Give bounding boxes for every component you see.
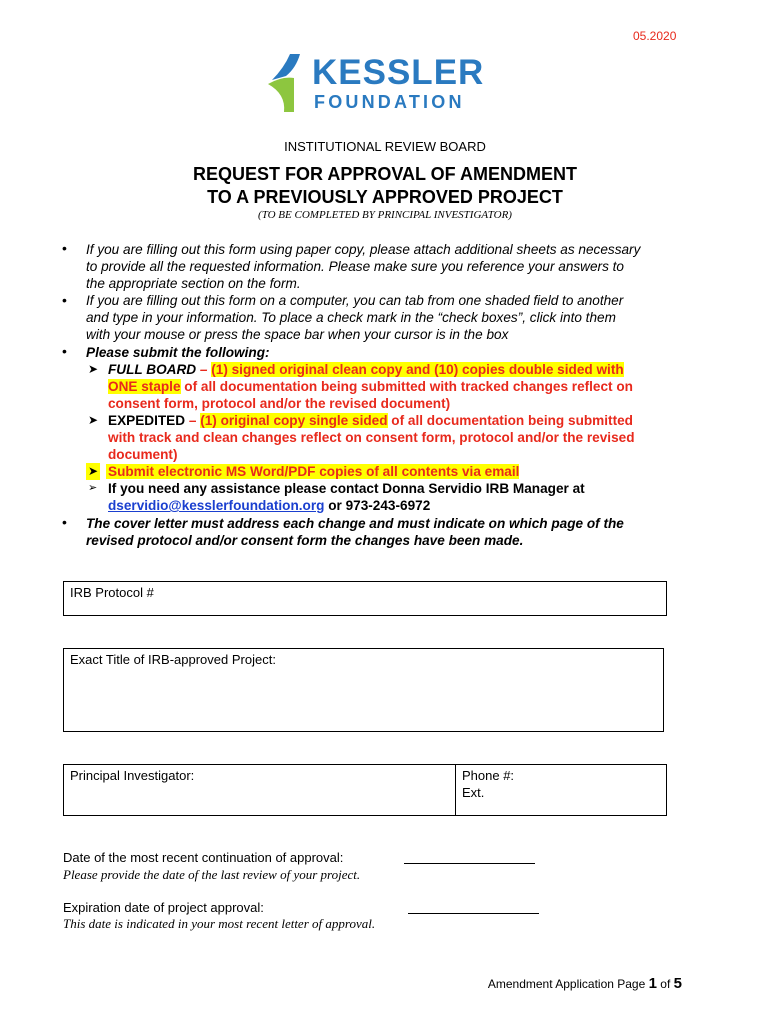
expedited-highlight: (1) original copy single sided	[200, 413, 388, 428]
expiration-date-label: Expiration date of project approval:	[63, 900, 264, 915]
project-title-field[interactable]	[63, 648, 664, 732]
full-board-line2	[108, 378, 633, 395]
bullet-icon: •	[62, 514, 67, 530]
expedited-line2: with track and clean changes reflect on consent form, protocol and/or the revised	[108, 430, 635, 445]
continuation-date-label: Date of the most recent continuation of approval:	[63, 850, 344, 865]
expiration-date-help: This date is indicated in your most recent letter of approval.	[63, 916, 376, 931]
instruction-paper-line2: to provide all the requested information. Please make sure you reference your answers to	[86, 259, 624, 274]
assistance-line2	[108, 497, 430, 514]
continuation-date-help: Please provide the date of the last review of your project.	[63, 867, 361, 882]
instruction-submit-heading: Please submit the following:	[86, 345, 270, 360]
irb-protocol-label: IRB Protocol #	[70, 585, 154, 600]
irb-protocol-field[interactable]	[63, 581, 667, 616]
board-heading: INSTITUTIONAL REVIEW BOARD	[284, 139, 486, 154]
full-board-highlight1: (1) signed original clean copy and (10) copies double sided with	[211, 362, 624, 377]
expiration-date-input[interactable]	[408, 912, 539, 914]
page-footer	[488, 975, 682, 992]
cover-letter-line2: revised protocol and/or consent form the changes have been made.	[86, 533, 524, 548]
form-subtitle: (TO BE COMPLETED BY PRINCIPAL INVESTIGATOR)	[258, 209, 512, 221]
irb-manager-phone: or 973-243-6972	[324, 498, 431, 513]
phone-field[interactable]	[455, 764, 667, 816]
revision-date: 05.2020	[633, 29, 677, 43]
arrow-bullet-icon: ➤	[88, 464, 99, 478]
bullet-icon: •	[62, 292, 67, 308]
instruction-computer-line1: If you are filling out this form on a computer, you can tab from one shaded field to another	[86, 293, 624, 308]
arrow-bullet-icon: ➤	[88, 413, 99, 427]
assistance-line1: If you need any assistance please contact Donna Servidio IRB Manager at	[108, 481, 585, 496]
ext-label: Ext.	[462, 785, 485, 800]
expedited-dash: –	[185, 413, 201, 428]
electronic-submission	[106, 463, 519, 480]
instruction-computer-line3: with your mouse or press the space bar when your cursor is in the box	[86, 327, 509, 342]
expedited-rest1: of all documentation being submitted	[387, 413, 633, 428]
expedited-line1	[108, 412, 633, 429]
logo-mark-icon	[264, 54, 310, 114]
instruction-paper-line1: If you are filling out this form using paper copy, please attach additional sheets as necessary	[86, 242, 641, 257]
irb-manager-email-link[interactable]: dservidio@kesslerfoundation.org	[108, 498, 325, 513]
expedited-label: EXPEDITED	[108, 413, 186, 428]
full-board-label: FULL BOARD	[108, 362, 197, 377]
form-title-line2: TO A PREVIOUSLY APPROVED PROJECT	[207, 187, 563, 207]
electronic-highlight: Submit electronic MS Word/PDF copies of all contents via email	[108, 464, 520, 479]
form-title-line1: REQUEST FOR APPROVAL OF AMENDMENT	[192, 164, 577, 184]
principal-investigator-label: Principal Investigator:	[70, 768, 195, 783]
full-board-rest1: of all documentation being submitted with tracked changes reflect on	[180, 379, 633, 394]
footer-prefix: Amendment Application Page	[487, 977, 649, 991]
project-title-label: Exact Title of IRB-approved Project:	[70, 652, 276, 667]
footer-total-pages: 5	[673, 975, 682, 992]
kessler-foundation-logo	[264, 54, 484, 116]
footer-page-number: 1	[648, 975, 657, 992]
cover-letter-line1: The cover letter must address each change and must indicate on which page of the	[86, 516, 624, 531]
logo-word-kessler: KESSLER	[312, 53, 485, 92]
arrow-bullet-icon: ➢	[88, 482, 98, 494]
expedited-line3: document)	[108, 447, 178, 462]
phone-label: Phone #:	[462, 768, 515, 783]
full-board-highlight2: ONE staple	[108, 379, 181, 394]
principal-investigator-field[interactable]	[63, 764, 456, 816]
full-board-line3: consent form, protocol and/or the revised document)	[108, 396, 451, 411]
footer-of: of	[656, 977, 674, 991]
full-board-dash: –	[196, 362, 212, 377]
bullet-icon: •	[62, 240, 67, 256]
continuation-date-input[interactable]	[404, 862, 535, 864]
logo-word-foundation: FOUNDATION	[314, 92, 465, 112]
bullet-icon: •	[62, 343, 67, 359]
instruction-paper-line3: the appropriate section on the form.	[86, 276, 301, 291]
full-board-line1	[108, 361, 624, 378]
arrow-bullet-icon: ➤	[88, 362, 99, 376]
instruction-computer-line2: and type in your information. To place a check mark in the “check boxes”, click into them	[86, 310, 616, 325]
